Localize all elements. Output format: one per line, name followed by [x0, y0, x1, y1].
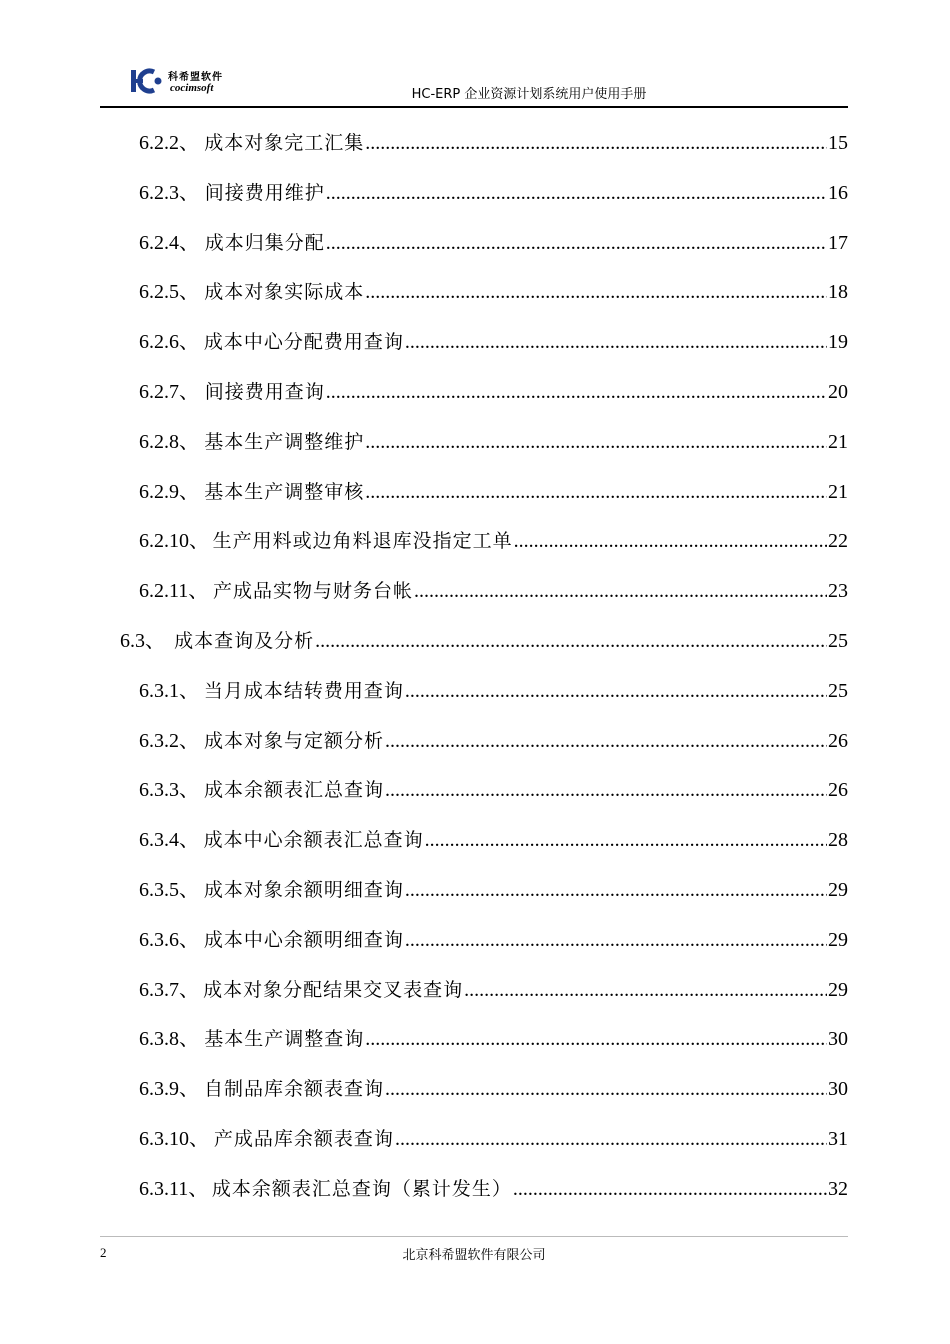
toc-dot-leader: [405, 929, 827, 952]
toc-entry-title: 基本生产调整维护: [204, 430, 365, 453]
toc-entry-title: 成本中心分配费用查询: [203, 331, 404, 354]
toc-entry-title: 成本对象余额明细查询: [203, 879, 404, 901]
toc-entry-title: 基本生产调整查询: [204, 1028, 365, 1051]
toc-entry-title: 生产用料或边角料退库没指定工单: [212, 530, 513, 553]
toc-entry-title: 成本归集分配: [204, 231, 325, 254]
toc-dot-leader: [464, 979, 827, 1002]
toc-entry[interactable]: [139, 574, 848, 604]
toc-entry-page: 21: [828, 480, 848, 503]
toc-entry-number: 6.3.2、: [139, 729, 199, 752]
toc-dot-leader: [315, 630, 827, 653]
toc-entry-title: 成本对象与定额分析: [204, 729, 385, 752]
toc-dot-leader: [425, 829, 827, 852]
toc-entry[interactable]: [139, 973, 848, 1003]
toc-entry-page: 29: [828, 879, 848, 901]
toc-entry-number: 6.2.9、: [139, 480, 199, 503]
toc-dot-leader: [405, 879, 827, 902]
toc-dot-leader: [513, 1178, 827, 1201]
toc-entry-title: 成本对象实际成本: [204, 281, 365, 304]
toc-entry-page: 17: [828, 231, 848, 254]
toc-entry[interactable]: [139, 375, 848, 405]
toc-entry-number: 6.3.10、: [139, 1128, 209, 1150]
page-footer: [100, 1236, 848, 1267]
toc-entry-title: 成本中心余额表汇总查询: [203, 829, 424, 852]
toc-entry-page: 22: [828, 530, 848, 553]
toc-entry-title: 成本余额表汇总查询: [204, 779, 385, 802]
toc-entry[interactable]: [139, 724, 848, 754]
toc-entry-page: 32: [828, 1177, 848, 1200]
toc-entry[interactable]: [139, 126, 848, 156]
toc-entry-number: 6.2.10、: [139, 530, 209, 553]
toc-dot-leader: [365, 481, 827, 504]
toc-entry-title: 间接费用维护: [204, 181, 325, 204]
toc-entry[interactable]: [139, 1122, 848, 1152]
toc-entry-title: 基本生产调整审核: [204, 480, 365, 503]
toc-entry-title: 成本余额表汇总查询（累计发生）: [211, 1177, 512, 1200]
toc-entry-number: 6.3.5、: [139, 879, 199, 901]
toc-entry[interactable]: [139, 1072, 848, 1102]
toc-entry-page: 19: [828, 331, 848, 354]
toc-dot-leader: [365, 431, 827, 454]
toc-dot-leader: [326, 232, 827, 255]
toc-entry-number: 6.2.7、: [139, 381, 199, 403]
toc-entry-title: 产成品实物与财务台帐: [212, 580, 413, 603]
toc-entry-page: 21: [828, 430, 848, 453]
toc-entry-title: 成本查询及分析: [174, 630, 315, 652]
toc-entry-page: 15: [828, 132, 848, 154]
toc-entry-page: 16: [828, 181, 848, 204]
toc-entry[interactable]: [139, 226, 848, 256]
toc-entry-page: 26: [828, 779, 848, 802]
toc-entry-title: 成本中心余额明细查询: [203, 928, 404, 951]
toc-entry-number: 6.3.11、: [139, 1177, 209, 1200]
toc-dot-leader: [385, 779, 827, 802]
toc-entry-number: 6.3.7、: [139, 978, 199, 1001]
toc-entry-number: 6.2.8、: [139, 430, 199, 453]
toc-entry-page: 31: [828, 1128, 848, 1150]
toc-entry[interactable]: [139, 275, 848, 305]
toc-entry-number: 6.3、: [120, 630, 165, 652]
toc-entry-title: 产成品库余额表查询: [213, 1128, 394, 1150]
toc-dot-leader: [514, 530, 827, 553]
toc-entry[interactable]: [139, 923, 848, 953]
toc-entry[interactable]: [139, 873, 848, 903]
toc-entry-page: 30: [828, 1078, 848, 1101]
toc-entry-page: 23: [828, 580, 848, 603]
logo-chinese-text: 科希盟软件: [168, 72, 223, 83]
toc-entry-title: 成本对象分配结果交叉表查询: [203, 978, 464, 1001]
toc-entry-page: 29: [828, 978, 848, 1001]
toc-entry-number: 6.3.6、: [139, 928, 199, 951]
toc-entry-number: 6.2.5、: [139, 281, 199, 304]
toc-entry-page: 26: [828, 729, 848, 752]
toc-entry[interactable]: [139, 176, 848, 206]
footer-page-number: 2: [100, 1245, 107, 1260]
toc-dot-leader: [395, 1128, 827, 1151]
toc-entry-page: 30: [828, 1028, 848, 1051]
toc-entry-page: 29: [828, 928, 848, 951]
toc-entry-title: 当月成本结转费用查询: [203, 679, 404, 702]
toc-dot-leader: [365, 132, 827, 155]
toc-entry-page: 20: [828, 381, 848, 403]
logo-english-text: cocimsoft: [170, 82, 214, 94]
toc-entry[interactable]: [139, 475, 848, 505]
toc-entry[interactable]: [139, 1022, 848, 1052]
toc-entry-number: 6.2.3、: [139, 181, 199, 204]
toc-entry-page: 25: [828, 630, 848, 652]
toc-dot-leader: [405, 680, 827, 703]
toc-dot-leader: [385, 1078, 827, 1101]
toc-entry-number: 6.2.6、: [139, 331, 199, 354]
toc-dot-leader: [385, 730, 827, 753]
toc-entry-title: 自制品库余额表查询: [204, 1078, 385, 1101]
toc-dot-leader: [326, 182, 827, 205]
toc-entry[interactable]: [139, 1172, 848, 1202]
toc-entry[interactable]: [139, 325, 848, 355]
toc-entry-number: 6.3.9、: [139, 1078, 199, 1101]
toc-entry-page: 25: [828, 679, 848, 702]
footer-company-name: 北京科希盟软件有限公司: [402, 1248, 546, 1263]
toc-entry-number: 6.2.11、: [139, 580, 209, 603]
toc-entry[interactable]: [139, 674, 848, 704]
toc-entry-number: 6.2.4、: [139, 231, 199, 254]
toc-entry[interactable]: [139, 773, 848, 803]
toc-entry-page: 18: [828, 281, 848, 304]
toc-dot-leader: [365, 281, 827, 304]
toc-dot-leader: [326, 381, 827, 404]
toc-dot-leader: [405, 331, 827, 354]
toc-entry[interactable]: [139, 823, 848, 853]
toc-entry[interactable]: [139, 524, 848, 554]
toc-dot-leader: [365, 1028, 827, 1051]
toc-entry-number: 6.2.2、: [139, 132, 199, 154]
toc-entry-title: 间接费用查询: [204, 381, 325, 403]
toc-entry-page: 28: [828, 829, 848, 852]
toc-entry[interactable]: [139, 425, 848, 455]
toc-entry-number: 6.3.3、: [139, 779, 199, 802]
toc-entry-title: 成本对象完工汇集: [204, 132, 365, 154]
toc-entry-number: 6.3.1、: [139, 679, 199, 702]
toc-entry-number: 6.3.4、: [139, 829, 199, 852]
toc-entry-number: 6.3.8、: [139, 1028, 199, 1051]
toc-dot-leader: [414, 580, 827, 603]
page-header: [100, 60, 848, 108]
header-title: HC-ERP 企业资源计划系统用户使用手册: [411, 87, 647, 102]
toc-entry[interactable]: [120, 624, 848, 654]
